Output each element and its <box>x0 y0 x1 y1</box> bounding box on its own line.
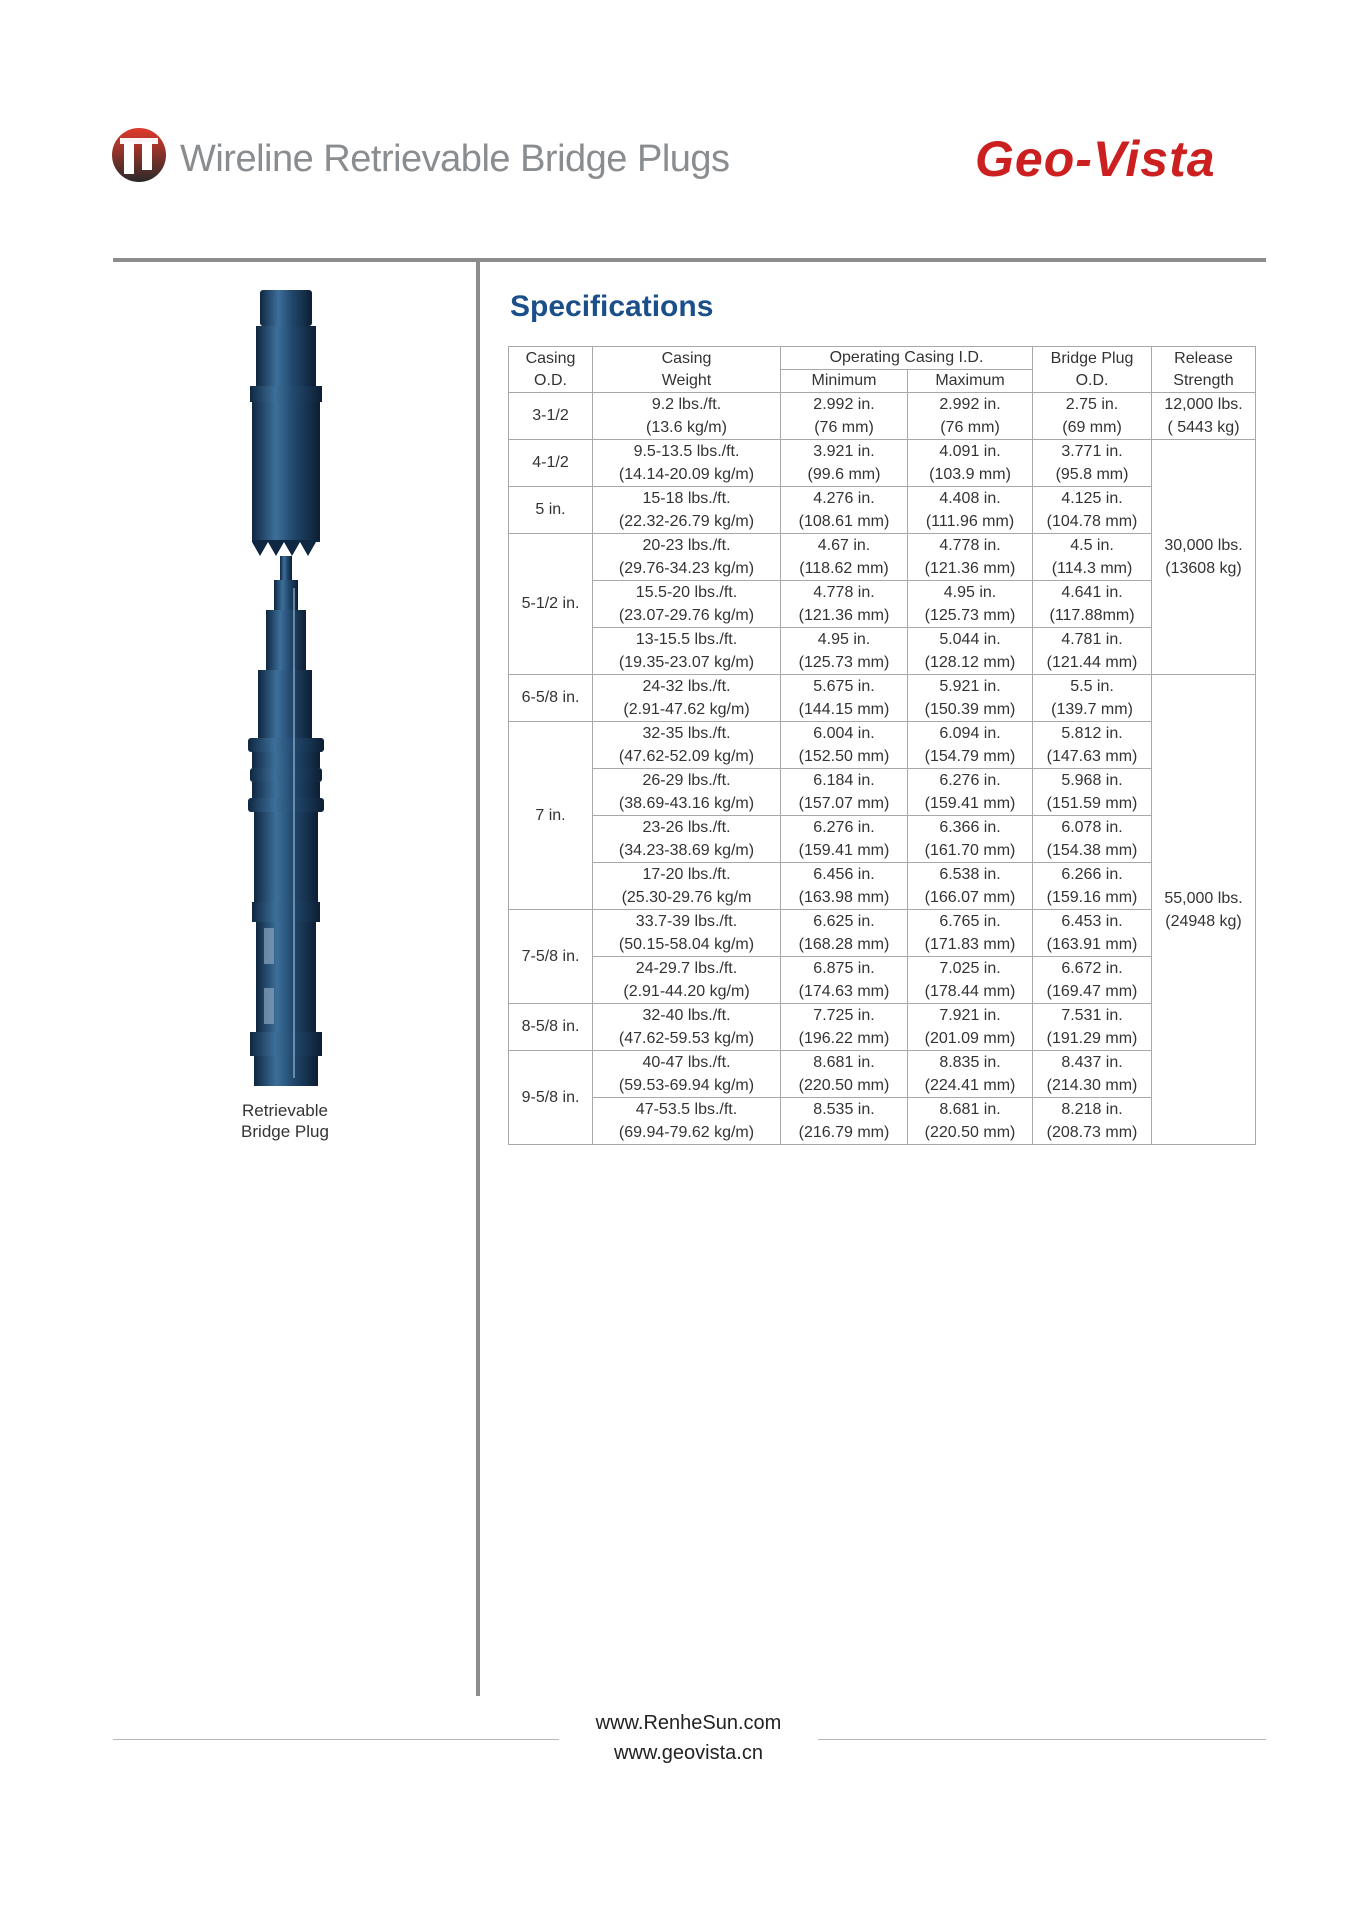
cell-text: (13.6 kg/m) <box>646 419 727 436</box>
cell-text: (23.07-29.76 kg/m) <box>618 607 755 624</box>
specifications-table <box>508 346 1256 1145</box>
cell-text: 32-40 lbs./ft. <box>642 1007 731 1024</box>
cell-text: (24948 kg) <box>1165 912 1242 930</box>
cell-text: 4.091 in. <box>939 443 1001 460</box>
cell-text: 8.681 in. <box>813 1054 875 1071</box>
plug-cell <box>1033 1051 1152 1098</box>
cell-text: 9.2 lbs./ft. <box>651 396 722 413</box>
cell-text: (22.32-26.79 kg/m) <box>618 513 755 530</box>
min-cell <box>781 534 908 581</box>
cell-text: 6.456 in. <box>813 866 875 883</box>
cell-text: 9.5-13.5 lbs./ft. <box>633 443 740 460</box>
max-cell <box>908 487 1033 534</box>
casing-od-cell: 6-5/8 in. <box>509 675 593 722</box>
min-cell <box>781 722 908 769</box>
cell-text: (163.98 mm) <box>798 889 890 906</box>
plug-cell <box>1033 957 1152 1004</box>
max-cell <box>908 628 1033 675</box>
cell-text: 6.094 in. <box>939 725 1001 742</box>
cell-text: 6.276 in. <box>939 772 1001 789</box>
cell-text: (139.7 mm) <box>1051 701 1133 718</box>
cell-text: (208.73 mm) <box>1046 1124 1138 1141</box>
casing-od-cell: 4-1/2 <box>509 440 593 487</box>
table-row <box>509 957 1256 1004</box>
cell-text: (114.3 mm) <box>1051 560 1133 577</box>
plug-cell <box>1033 581 1152 628</box>
max-cell <box>908 769 1033 816</box>
footer-url[interactable]: www.geovista.cn <box>614 1742 763 1764</box>
cell-text: (214.30 mm) <box>1046 1077 1138 1094</box>
casing-od-cell: 9-5/8 in. <box>509 1051 593 1145</box>
cell-text: (76 mm) <box>940 419 1000 436</box>
plug-cell <box>1033 1004 1152 1051</box>
max-cell <box>908 675 1033 722</box>
cell-text: (159.41 mm) <box>924 795 1016 812</box>
table-row <box>509 1051 1256 1098</box>
weight-cell <box>593 1051 781 1098</box>
cell-text: (150.39 mm) <box>924 701 1016 718</box>
plug-cell <box>1033 534 1152 581</box>
cell-text: 23-26 lbs./ft. <box>642 819 731 836</box>
cell-text: 6.078 in. <box>1061 819 1123 836</box>
cell-text: (25.30-29.76 kg/m <box>621 889 752 906</box>
cell-text: (69.94-79.62 kg/m) <box>618 1124 755 1141</box>
cell-text: 26-29 lbs./ft. <box>642 772 731 789</box>
table-row <box>509 722 1256 769</box>
cell-text: 4.95 in. <box>817 631 871 648</box>
header-operating-id: Operating Casing I.D. <box>781 347 1033 370</box>
weight-cell <box>593 769 781 816</box>
cell-text: (144.15 mm) <box>798 701 890 718</box>
table-row <box>509 769 1256 816</box>
cell-text: (121.44 mm) <box>1046 654 1138 671</box>
cell-text: 8.835 in. <box>939 1054 1001 1071</box>
cell-text: 17-20 lbs./ft. <box>642 866 731 883</box>
weight-cell <box>593 722 781 769</box>
cell-text: (121.36 mm) <box>798 607 890 624</box>
max-cell <box>908 1051 1033 1098</box>
column-divider <box>476 260 480 1696</box>
cell-text: 4.781 in. <box>1061 631 1123 648</box>
weight-cell <box>593 440 781 487</box>
weight-cell <box>593 1098 781 1145</box>
cell-text: 4.778 in. <box>939 537 1001 554</box>
min-cell <box>781 910 908 957</box>
plug-cell <box>1033 1098 1152 1145</box>
max-cell <box>908 722 1033 769</box>
cell-text: (168.28 mm) <box>798 936 890 953</box>
cell-text: 5.812 in. <box>1061 725 1123 742</box>
cell-text: (163.91 mm) <box>1046 936 1138 953</box>
cell-text: 4.67 in. <box>817 537 871 554</box>
cell-text: 2.992 in. <box>939 396 1001 413</box>
weight-cell <box>593 581 781 628</box>
cell-text: (76 mm) <box>814 419 874 436</box>
max-cell <box>908 440 1033 487</box>
specifications-heading: Specifications <box>510 290 714 323</box>
casing-od-cell: 5-1/2 in. <box>509 534 593 675</box>
cell-text: (19.35-23.07 kg/m) <box>618 654 755 671</box>
header-divider <box>113 258 1266 262</box>
cell-text: ( 5443 kg) <box>1167 419 1240 436</box>
cell-text: 12,000 lbs. <box>1164 396 1243 413</box>
min-cell <box>781 440 908 487</box>
cell-text: 6.672 in. <box>1061 960 1123 977</box>
table-row <box>509 487 1256 534</box>
table-row <box>509 816 1256 863</box>
cell-text: (147.63 mm) <box>1046 748 1138 765</box>
cell-text: (29.76-34.23 kg/m) <box>618 560 755 577</box>
cell-text: 2.992 in. <box>813 396 875 413</box>
min-cell <box>781 393 908 440</box>
min-cell <box>781 957 908 1004</box>
cell-text: 4.276 in. <box>813 490 875 507</box>
cell-text: 24-32 lbs./ft. <box>642 678 731 695</box>
cell-text: 7.725 in. <box>813 1007 875 1024</box>
cell-text: (108.61 mm) <box>798 513 890 530</box>
cell-text: (118.62 mm) <box>799 560 889 577</box>
min-cell <box>781 1004 908 1051</box>
cell-text: 2.75 in. <box>1065 396 1119 413</box>
cell-text: 5.675 in. <box>813 678 875 695</box>
cell-text: 5.5 in. <box>1070 678 1114 695</box>
table-row <box>509 440 1256 487</box>
cell-text: (121.36 mm) <box>924 560 1016 577</box>
header-casing-weight: Casing Weight <box>593 347 781 393</box>
cell-text: (178.44 mm) <box>924 983 1016 1000</box>
cell-text: 32-35 lbs./ft. <box>642 725 731 742</box>
page-title: Wireline Retrievable Bridge Plugs <box>180 138 730 180</box>
casing-od-cell: 3-1/2 <box>509 393 593 440</box>
table-row <box>509 628 1256 675</box>
cell-text: (69 mm) <box>1062 419 1122 436</box>
cell-text: (13608 kg) <box>1165 560 1242 577</box>
min-cell <box>781 487 908 534</box>
plug-cell <box>1033 769 1152 816</box>
min-cell <box>781 675 908 722</box>
cell-text: (191.29 mm) <box>1046 1030 1138 1047</box>
footer-divider <box>818 1739 1266 1740</box>
weight-cell <box>593 863 781 910</box>
weight-cell <box>593 675 781 722</box>
cell-text: 5.044 in. <box>939 631 1001 648</box>
cell-text: (47.62-52.09 kg/m) <box>618 748 755 765</box>
cell-text: 15.5-20 lbs./ft. <box>635 584 738 601</box>
weight-cell <box>593 487 781 534</box>
min-cell <box>781 1098 908 1145</box>
table-row <box>509 1098 1256 1145</box>
plug-cell <box>1033 910 1152 957</box>
header-maximum: Maximum <box>908 370 1033 393</box>
cell-text: 3.771 in. <box>1061 443 1123 460</box>
cell-text: 4.778 in. <box>813 584 875 601</box>
plug-cell <box>1033 863 1152 910</box>
cell-text: (152.50 mm) <box>798 748 890 765</box>
cell-text: 8.681 in. <box>939 1101 1001 1118</box>
cell-text: 4.95 in. <box>943 584 997 601</box>
max-cell <box>908 534 1033 581</box>
cell-text: (111.96 mm) <box>925 513 1015 530</box>
cell-text: 33.7-39 lbs./ft. <box>635 913 738 930</box>
weight-cell <box>593 534 781 581</box>
caption-line: Bridge Plug <box>241 1122 329 1141</box>
cell-text: 13-15.5 lbs./ft. <box>635 631 738 648</box>
weight-cell <box>593 393 781 440</box>
cell-text: (154.38 mm) <box>1046 842 1138 859</box>
cell-text: 6.184 in. <box>813 772 875 789</box>
max-cell <box>908 581 1033 628</box>
figure-caption <box>220 1100 350 1142</box>
cell-text: 6.765 in. <box>939 913 1001 930</box>
plug-cell <box>1033 628 1152 675</box>
min-cell <box>781 581 908 628</box>
cell-text: 6.266 in. <box>1061 866 1123 883</box>
cell-text: (125.73 mm) <box>924 607 1016 624</box>
cell-text: (159.41 mm) <box>798 842 890 859</box>
cell-text: (154.79 mm) <box>924 748 1016 765</box>
table-row <box>509 675 1256 722</box>
plug-cell <box>1033 816 1152 863</box>
weight-cell <box>593 1004 781 1051</box>
release-strength-cell <box>1152 440 1256 675</box>
max-cell <box>908 910 1033 957</box>
max-cell <box>908 957 1033 1004</box>
cell-text: 4.641 in. <box>1061 584 1123 601</box>
cell-text: (216.79 mm) <box>798 1124 890 1141</box>
table-row <box>509 393 1256 440</box>
cell-text: (159.16 mm) <box>1046 889 1138 906</box>
cell-text: (151.59 mm) <box>1046 795 1138 812</box>
cell-text: 40-47 lbs./ft. <box>642 1054 731 1071</box>
table-row <box>509 581 1256 628</box>
cell-text: (224.41 mm) <box>924 1077 1016 1094</box>
weight-cell <box>593 910 781 957</box>
cell-text: 6.538 in. <box>939 866 1001 883</box>
cell-text: (201.09 mm) <box>924 1030 1016 1047</box>
cell-text: 8.218 in. <box>1061 1101 1123 1118</box>
plug-cell <box>1033 440 1152 487</box>
min-cell <box>781 1051 908 1098</box>
max-cell <box>908 1004 1033 1051</box>
cell-text: (220.50 mm) <box>924 1124 1016 1141</box>
header-release-strength: Release Strength <box>1152 347 1256 393</box>
company-logo-icon <box>110 126 168 184</box>
brand-logo-text: Geo-Vista <box>975 131 1216 187</box>
cell-text: (14.14-20.09 kg/m) <box>618 466 755 483</box>
cell-text: (95.8 mm) <box>1055 466 1129 483</box>
casing-od-cell: 7-5/8 in. <box>509 910 593 1004</box>
cell-text: 7.025 in. <box>939 960 1001 977</box>
cell-text: 6.625 in. <box>813 913 875 930</box>
cell-text: 3.921 in. <box>813 443 875 460</box>
cell-text: (2.91-47.62 kg/m) <box>623 701 750 718</box>
max-cell <box>908 393 1033 440</box>
cell-text: (117.88mm) <box>1049 607 1135 624</box>
cell-text: (103.9 mm) <box>929 466 1011 483</box>
table-row <box>509 910 1256 957</box>
cell-text: (128.12 mm) <box>924 654 1016 671</box>
cell-text: (171.83 mm) <box>924 936 1016 953</box>
cell-text: 8.437 in. <box>1061 1054 1123 1071</box>
cell-text: (169.47 mm) <box>1046 983 1138 1000</box>
cell-text: (220.50 mm) <box>798 1077 890 1094</box>
cell-text: (59.53-69.94 kg/m) <box>618 1077 755 1094</box>
cell-text: (174.63 mm) <box>798 983 890 1000</box>
cell-text: (50.15-58.04 kg/m) <box>618 936 755 953</box>
min-cell <box>781 628 908 675</box>
cell-text: (38.69-43.16 kg/m) <box>618 795 755 812</box>
max-cell <box>908 863 1033 910</box>
footer-url[interactable]: www.RenheSun.com <box>595 1712 782 1734</box>
cell-text: (196.22 mm) <box>798 1030 890 1047</box>
cell-text: (166.07 mm) <box>924 889 1016 906</box>
max-cell <box>908 816 1033 863</box>
cell-text: 5.968 in. <box>1061 772 1123 789</box>
caption-line: Retrievable <box>242 1101 328 1120</box>
plug-cell <box>1033 722 1152 769</box>
cell-text: 6.453 in. <box>1061 913 1123 930</box>
release-strength-cell <box>1152 393 1256 440</box>
cell-text: 5.921 in. <box>939 678 1001 695</box>
casing-od-cell: 8-5/8 in. <box>509 1004 593 1051</box>
header-minimum: Minimum <box>781 370 908 393</box>
plug-cell <box>1033 675 1152 722</box>
cell-text: (104.78 mm) <box>1046 513 1138 530</box>
cell-text: 7.921 in. <box>939 1007 1001 1024</box>
cell-text: 6.366 in. <box>939 819 1001 836</box>
header-plug-od: Bridge Plug O.D. <box>1033 347 1152 393</box>
min-cell <box>781 863 908 910</box>
cell-text: 30,000 lbs. <box>1164 537 1243 554</box>
casing-od-cell: 5 in. <box>509 487 593 534</box>
cell-text: 7.531 in. <box>1061 1007 1123 1024</box>
max-cell <box>908 1098 1033 1145</box>
header-casing-od: Casing O.D. <box>509 347 593 393</box>
table-row <box>509 534 1256 581</box>
plug-cell <box>1033 393 1152 440</box>
cell-text: 24-29.7 lbs./ft. <box>635 960 738 977</box>
cell-text: (2.91-44.20 kg/m) <box>623 983 750 1000</box>
cell-text: 4.125 in. <box>1061 490 1123 507</box>
cell-text: 4.5 in. <box>1070 537 1114 554</box>
cell-text: 6.276 in. <box>813 819 875 836</box>
cell-text: 15-18 lbs./ft. <box>642 490 731 507</box>
table-row <box>509 1004 1256 1051</box>
cell-text: 6.004 in. <box>813 725 875 742</box>
footer-divider <box>113 1739 559 1740</box>
release-strength-cell <box>1152 675 1256 1145</box>
cell-text: (157.07 mm) <box>798 795 890 812</box>
bridge-plug-illustration <box>230 288 340 1098</box>
cell-text: 55,000 lbs. <box>1164 889 1243 907</box>
cell-text: (125.73 mm) <box>798 654 890 671</box>
weight-cell <box>593 628 781 675</box>
cell-text: (34.23-38.69 kg/m) <box>618 842 755 859</box>
cell-text: (99.6 mm) <box>807 466 881 483</box>
weight-cell <box>593 816 781 863</box>
cell-text: 6.875 in. <box>813 960 875 977</box>
cell-text: (47.62-59.53 kg/m) <box>618 1030 755 1047</box>
plug-cell <box>1033 487 1152 534</box>
table-row <box>509 863 1256 910</box>
cell-text: 8.535 in. <box>813 1101 875 1118</box>
cell-text: 47-53.5 lbs./ft. <box>635 1101 738 1118</box>
cell-text: 20-23 lbs./ft. <box>642 537 731 554</box>
min-cell <box>781 769 908 816</box>
cell-text: (161.70 mm) <box>924 842 1016 859</box>
min-cell <box>781 816 908 863</box>
cell-text: 4.408 in. <box>939 490 1001 507</box>
weight-cell <box>593 957 781 1004</box>
casing-od-cell: 7 in. <box>509 722 593 910</box>
